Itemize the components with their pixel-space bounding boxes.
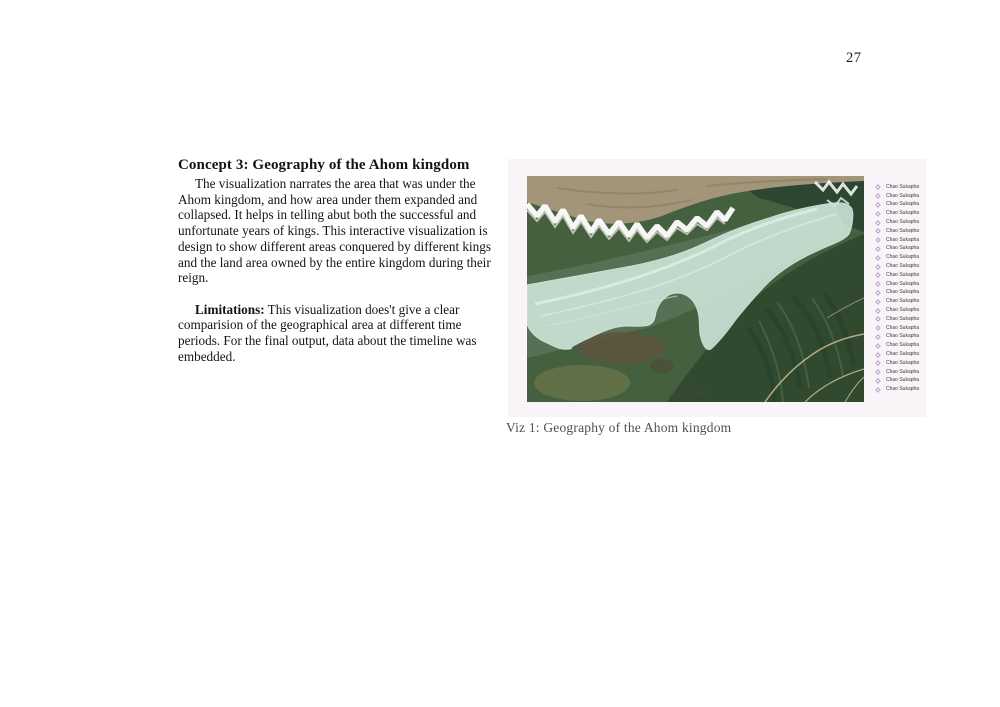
diamond-icon bbox=[875, 334, 881, 340]
diamond-icon bbox=[875, 264, 881, 270]
legend-item bbox=[874, 306, 924, 315]
diamond-icon bbox=[875, 343, 881, 349]
legend-item-label: Chao Sukapha bbox=[886, 271, 920, 278]
legend-item-label: Chao Sukapha bbox=[886, 201, 920, 208]
diamond-icon bbox=[875, 281, 881, 287]
legend-item bbox=[874, 324, 924, 333]
legend-item bbox=[874, 359, 924, 368]
legend-item-label: Chao Sukapha bbox=[886, 307, 920, 314]
diamond-icon bbox=[875, 290, 881, 296]
diamond-icon bbox=[875, 193, 881, 199]
legend-item bbox=[874, 245, 924, 254]
legend-item bbox=[874, 368, 924, 377]
legend-item-label: Chao Sukapha bbox=[886, 245, 920, 252]
page-number: 27 bbox=[846, 50, 862, 66]
diamond-icon bbox=[875, 360, 881, 366]
diamond-icon bbox=[875, 202, 881, 208]
limitations-label: Limitations: bbox=[195, 301, 265, 317]
legend-item bbox=[874, 280, 924, 289]
diamond-icon bbox=[875, 229, 881, 235]
diamond-icon bbox=[875, 308, 881, 314]
legend-item bbox=[874, 271, 924, 280]
legend-item-label: Chao Sukapha bbox=[886, 263, 920, 270]
legend-item-label: Chao Sukapha bbox=[886, 210, 920, 217]
diamond-icon bbox=[875, 255, 881, 261]
diamond-icon bbox=[875, 317, 881, 323]
legend-item bbox=[874, 262, 924, 271]
legend-item-label: Chao Sukapha bbox=[886, 219, 920, 226]
diamond-icon bbox=[875, 246, 881, 252]
legend-item bbox=[874, 209, 924, 218]
legend-item-label: Chao Sukapha bbox=[886, 386, 920, 393]
legend-item-label: Chao Sukapha bbox=[886, 236, 920, 243]
body-paragraph: The visualization narrates the area that was under the Ahom kingdom, and how area under them expanded and collapsed. It helps in telling abut both the successful and unfortunate years of kings. This interactive visualization is design to show different areas conquered by different kings and the land area owned by the entire kingdom during their reign. bbox=[178, 176, 491, 286]
legend-item bbox=[874, 183, 924, 192]
legend-item-label: Chao Sukapha bbox=[886, 351, 920, 358]
legend-item bbox=[874, 350, 924, 359]
legend-item-label: Chao Sukapha bbox=[886, 254, 920, 261]
legend-item-label: Chao Sukapha bbox=[886, 315, 920, 322]
diamond-icon bbox=[875, 378, 881, 384]
diamond-icon bbox=[875, 211, 881, 217]
legend-item-label: Chao Sukapha bbox=[886, 333, 920, 340]
diamond-icon bbox=[875, 273, 881, 279]
section-heading: Concept 3: Geography of the Ahom kingdom bbox=[178, 157, 470, 173]
legend-item-label: Chao Sukapha bbox=[886, 324, 920, 331]
legend-item-label: Chao Sukapha bbox=[886, 298, 920, 305]
diamond-icon bbox=[875, 185, 881, 191]
legend-item bbox=[874, 297, 924, 306]
legend-item bbox=[874, 201, 924, 210]
text-column bbox=[178, 157, 492, 364]
limitations-text: This visualization does't give a clear comparision of the geographical area at different time periods. For the final output, data about the timeline was embedded. bbox=[178, 301, 477, 364]
diamond-icon bbox=[875, 237, 881, 243]
diamond-icon bbox=[875, 352, 881, 358]
legend-item-label: Chao Sukapha bbox=[886, 227, 920, 234]
legend-item-label: Chao Sukapha bbox=[886, 377, 920, 384]
legend-item bbox=[874, 192, 924, 201]
diamond-icon bbox=[875, 299, 881, 305]
figure-caption: Viz 1: Geography of the Ahom kingdom bbox=[506, 420, 732, 435]
terrain-olive-fields bbox=[534, 365, 630, 401]
legend-item bbox=[874, 315, 924, 324]
legend-item-label: Chao Sukapha bbox=[886, 192, 920, 199]
legend-item-label: Chao Sukapha bbox=[886, 183, 920, 190]
legend-item bbox=[874, 377, 924, 386]
diamond-icon bbox=[875, 369, 881, 375]
map-satellite-image bbox=[527, 176, 864, 402]
legend-item bbox=[874, 218, 924, 227]
legend-item-label: Chao Sukapha bbox=[886, 289, 920, 296]
legend-item-label: Chao Sukapha bbox=[886, 368, 920, 375]
limitations-paragraph bbox=[178, 302, 492, 365]
legend-item bbox=[874, 341, 924, 350]
terrain-patch bbox=[667, 383, 707, 399]
legend-item-label: Chao Sukapha bbox=[886, 342, 920, 349]
legend-item bbox=[874, 333, 924, 342]
satellite-map-graphic bbox=[527, 176, 864, 402]
legend-item bbox=[874, 236, 924, 245]
legend-item bbox=[874, 227, 924, 236]
legend-item-label: Chao Sukapha bbox=[886, 359, 920, 366]
terrain-dark-clearing bbox=[650, 359, 674, 373]
figure-viz1 bbox=[508, 159, 926, 417]
legend-item bbox=[874, 385, 924, 394]
legend-item bbox=[874, 253, 924, 262]
map-legend bbox=[874, 183, 924, 394]
legend-item bbox=[874, 289, 924, 298]
diamond-icon bbox=[875, 387, 881, 393]
diamond-icon bbox=[875, 325, 881, 331]
legend-item-label: Chao Sukapha bbox=[886, 280, 920, 287]
diamond-icon bbox=[875, 220, 881, 226]
